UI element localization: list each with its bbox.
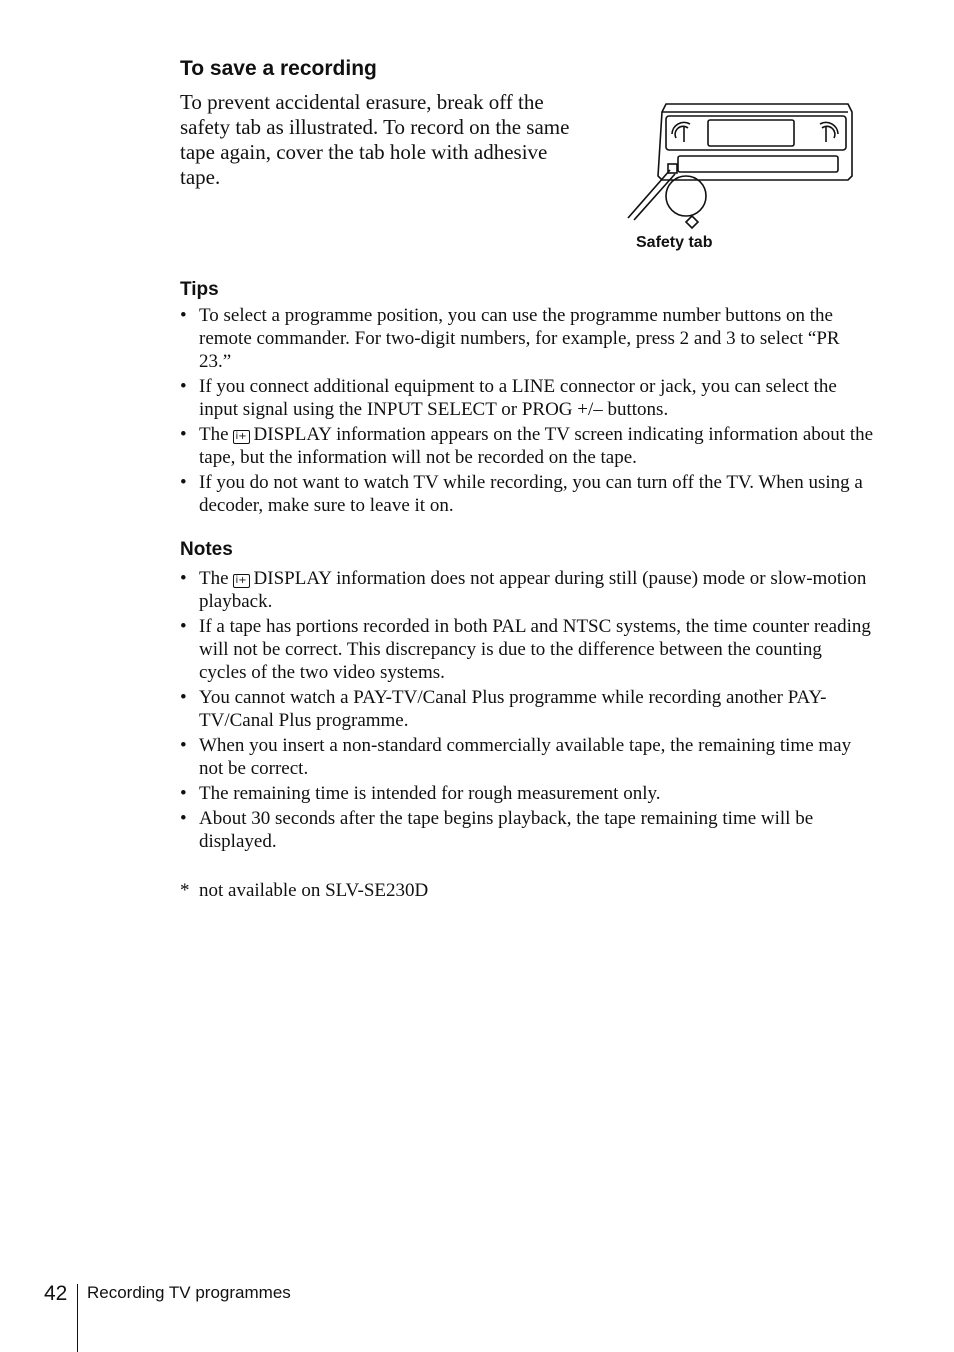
list-item — [180, 686, 874, 732]
list-item — [180, 423, 874, 469]
notes-list — [180, 567, 874, 855]
tips-list — [180, 304, 874, 519]
page-number: 42 — [44, 1282, 68, 1305]
list-item — [180, 615, 874, 684]
bullet: • — [180, 568, 187, 589]
bullet: • — [180, 472, 187, 493]
note-text: You cannot watch a PAY-TV/Canal Plus programme while recording another PAY-TV/Canal Plus programme. — [199, 687, 827, 731]
section-heading-notes: Notes — [180, 539, 233, 560]
footnote — [180, 879, 428, 902]
list-item — [180, 567, 874, 613]
list-item — [180, 304, 874, 373]
note-text: About 30 seconds after the tape begins playback, the tape remaining time will be displayed. — [199, 808, 814, 852]
tip-text: If you connect additional equipment to a LINE connector or jack, you can select the input signal using the INPUT SELECT or PROG +/– buttons. — [199, 376, 837, 420]
bullet: • — [180, 783, 187, 804]
safety-tab-figure — [622, 98, 854, 258]
bullet: • — [180, 424, 187, 445]
list-item — [180, 471, 874, 517]
list-item — [180, 807, 874, 853]
save-recording-paragraph: To prevent accidental erasure, break off the safety tab as illustrated. To record on the same tape again, cover the tab hole with adhesive tape. — [180, 90, 570, 189]
note-text-prefix: The — [199, 568, 229, 589]
note-text-suffix: DISPLAY information does not appear during still (pause) mode or slow-motion playback. — [199, 568, 867, 612]
list-item — [180, 734, 874, 780]
note-text: The remaining time is intended for rough measurement only. — [199, 783, 661, 804]
safety-tab-label: Safety tab — [636, 234, 713, 251]
tip-text: If you do not want to watch TV while recording, you can turn off the TV. When using a decoder, make sure to leave it on. — [199, 472, 863, 516]
section-heading-save-recording: To save a recording — [180, 57, 377, 80]
video-cassette-icon — [622, 98, 854, 230]
footnote-mark: * — [180, 880, 190, 901]
tip-text: To select a programme position, you can use the programme number buttons on the remote commander. For two-digit numbers, for example, press 2 and 3 to select “PR 23.” — [199, 305, 840, 372]
note-text: When you insert a non-standard commercially available tape, the remaining time may not be correct. — [199, 735, 852, 779]
footnote-text: not available on SLV-SE230D — [199, 880, 429, 901]
section-heading-tips: Tips — [180, 279, 219, 300]
bullet: • — [180, 735, 187, 756]
bullet: • — [180, 808, 187, 829]
footer-divider — [77, 1284, 78, 1352]
list-item — [180, 782, 874, 805]
tip-text-prefix: The — [199, 424, 229, 445]
bullet: • — [180, 305, 187, 326]
footer-section-title: Recording TV programmes — [87, 1283, 291, 1302]
bullet: • — [180, 616, 187, 637]
display-i-plus-icon: i+ — [233, 574, 250, 588]
list-item — [180, 375, 874, 421]
bullet: • — [180, 376, 187, 397]
note-text: If a tape has portions recorded in both PAL and NTSC systems, the time counter reading will not be correct. This discrepancy is due to the difference between the counting cycles of the two video systems. — [199, 616, 871, 683]
bullet: • — [180, 687, 187, 708]
tip-text-suffix: DISPLAY information appears on the TV screen indicating information about the tape, but the information will not be recorded on the tape. — [199, 424, 874, 468]
display-i-plus-icon: i+ — [233, 430, 250, 444]
